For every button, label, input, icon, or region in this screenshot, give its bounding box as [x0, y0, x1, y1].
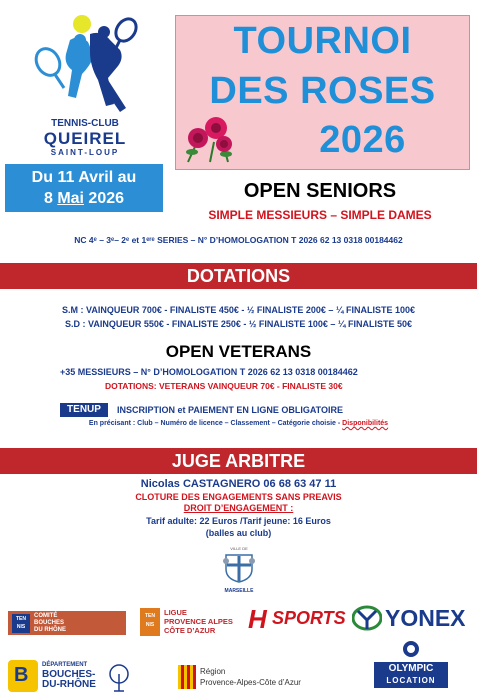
- open-seniors-heading: OPEN SENIORS: [243, 180, 397, 202]
- date-line2: [5, 188, 163, 209]
- open-veterans-line1: +35 MESSIEURS – N° D’HOMOLOGATION T 2026 62 13 0318 00184462: [60, 367, 358, 377]
- roses-icon: [180, 114, 240, 166]
- dotations-sm: S.M : VAINQUEUR 700€ - FINALISTE 450€ - ½ FINALISTE 200€ – ¼ FINALISTE 100€: [62, 305, 415, 315]
- h-sports-logo: [248, 604, 348, 634]
- date-year: 2026: [83, 190, 125, 207]
- region-flag-icon: [178, 665, 196, 689]
- dotations-sd: S.D : VAINQUEUR 550€ - FINALISTE 250€ - ½ FINALISTE 100€ – ¼ FINALISTE 50€: [65, 319, 412, 329]
- date-day: 8: [43, 190, 58, 207]
- ligue-line2: PROVENCE ALPES: [164, 617, 233, 626]
- yonex-logo: [352, 603, 470, 633]
- departement-line1: DÉPARTEMENT: [42, 662, 88, 668]
- h-sports-h: H: [248, 604, 267, 634]
- open-veterans-line2: DOTATIONS: VETERANS VAINQUEUR 70€ - FINALISTE 30€: [105, 381, 343, 391]
- marseille-logo: [215, 546, 263, 594]
- date-month: Mai: [57, 190, 84, 207]
- ligue-text: [164, 608, 233, 635]
- region-line1: Région: [200, 667, 226, 676]
- inscription-line2: [0, 420, 477, 427]
- title-line2: DES ROSES: [209, 70, 436, 112]
- droit-engagement: DROIT D’ENGAGEMENT :: [183, 503, 294, 513]
- club-name-line3: SAINT-LOUP: [50, 148, 120, 157]
- inscription-line1: INSCRIPTION et PAIEMENT EN LIGNE OBLIGATOIRE: [117, 405, 344, 415]
- departement-text: [42, 660, 96, 690]
- ligue-line1: LIGUE: [164, 608, 187, 617]
- ligue-tennis-badge: [140, 608, 160, 636]
- date-line1: Du 11 Avril au: [31, 169, 137, 186]
- yonex-text: YONEX: [385, 605, 466, 631]
- comite-line1: COMITÉ: [34, 613, 58, 619]
- olympic-line2: LOCATION: [386, 676, 436, 685]
- title-line3: 2026: [319, 119, 406, 161]
- region-text: [200, 666, 301, 688]
- marseille-ville: VILLE DE: [230, 546, 248, 551]
- comite-badge-nis: NIS: [16, 624, 26, 630]
- tenup-logo: TENUP: [60, 403, 108, 417]
- ligue-paca-logo: [140, 606, 240, 638]
- juge-arbitre-banner: JUGE ARBITRE: [0, 448, 477, 474]
- title-box: [175, 15, 470, 170]
- olympic-o-icon: [402, 640, 420, 658]
- tree-icon: [108, 664, 130, 692]
- departement-b-letter: B: [14, 664, 29, 686]
- date-box: [5, 164, 163, 212]
- dotations-banner: DOTATIONS: [0, 263, 477, 289]
- title-line1: TOURNOI: [233, 20, 412, 62]
- olympic-line1: OLYMPIC: [388, 663, 434, 674]
- juge-name: Nicolas CASTAGNERO 06 68 63 47 11: [140, 478, 337, 490]
- departement-line3: DU-RHÔNE: [42, 679, 96, 690]
- departement-logo: [8, 658, 130, 694]
- comite-line2: BOUCHES: [34, 620, 65, 626]
- comite-line3: DU RHÔNE: [34, 627, 67, 633]
- yonex-emblem-icon: [352, 605, 382, 631]
- olympic-location-logo: [374, 640, 448, 692]
- club-name-line2: QUEIREL: [43, 129, 127, 148]
- comite-text: [34, 613, 66, 634]
- cloture: CLOTURE DES ENGAGEMENTS SANS PREAVIS: [135, 492, 342, 502]
- club-logo: [20, 10, 150, 160]
- olympic-box: [374, 662, 448, 688]
- tarif: Tarif adulte: 22 Euros /Tarif jeune: 16 Euros: [146, 516, 331, 526]
- marseille-name: MARSEILLE: [224, 588, 254, 594]
- balles: (balles au club): [205, 528, 272, 538]
- open-veterans-heading: OPEN VETERANS: [165, 342, 312, 361]
- departement-line2: BOUCHES-: [42, 669, 96, 680]
- marseille-crest-icon: [222, 551, 256, 583]
- ligue-badge-nis: NIS: [145, 622, 155, 628]
- departement-badge: [8, 660, 38, 692]
- tennis-players-icon: [20, 10, 150, 118]
- region-line2: Provence-Alpes-Côte d’Azur: [200, 678, 301, 687]
- open-seniors-series: NC 4ᵉ – 3ᵉ– 2ᵉ et 1ᵉʳᵉ SERIES – N° D’HOMOLOGATION T 2026 62 13 0318 00184462: [74, 235, 403, 245]
- comite-bouches-du-rhone-logo: [8, 611, 126, 635]
- inscription-line2-prefix: En précisant : Club – Numéro de licence – Classement – Catégorie choisie -: [88, 420, 343, 427]
- ligue-badge-ten: TEN: [145, 613, 155, 619]
- ligue-line3: CÔTE D’AZUR: [164, 626, 216, 635]
- comite-badge-ten: TEN: [16, 616, 26, 622]
- open-seniors-subtitle: SIMPLE MESSIEURS – SIMPLE DAMES: [208, 208, 432, 222]
- club-name-line1: TENNIS-CLUB: [51, 118, 119, 129]
- comite-tennis-badge: [12, 614, 30, 633]
- h-sports-text: SPORTS: [272, 608, 346, 628]
- inscription-line2-last: Disponibilités: [342, 420, 389, 427]
- region-paca-logo: [178, 665, 328, 691]
